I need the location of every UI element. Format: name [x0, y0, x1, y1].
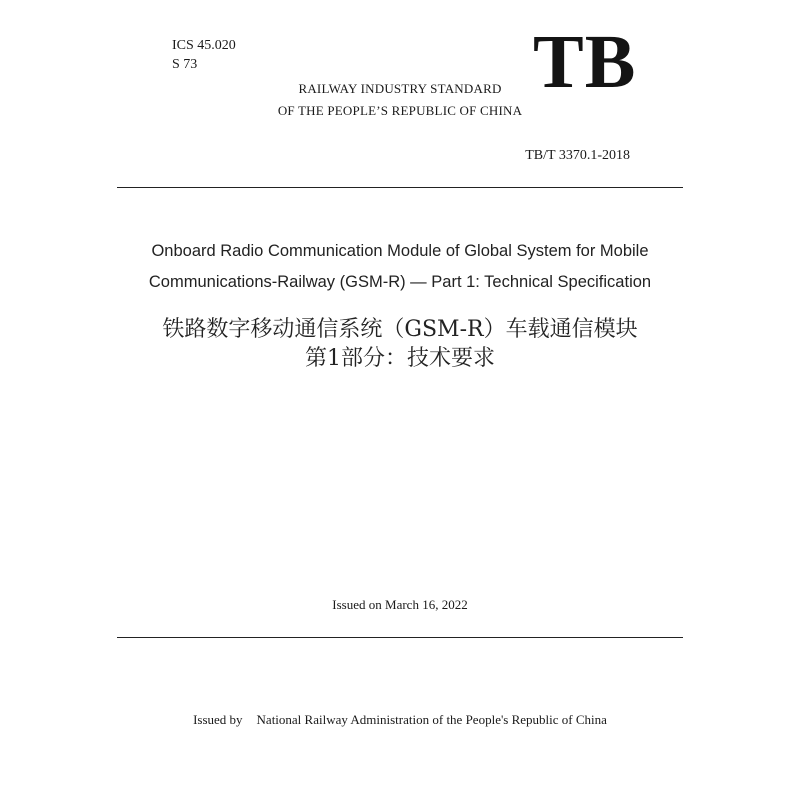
category-code: S 73: [172, 57, 198, 72]
english-title-line-2: Communications-Railway (GSM-R) — Part 1: Technical Specification: [148, 273, 652, 291]
issuer-line: [150, 711, 650, 729]
chinese-title-line-1: 铁路数字移动通信系统（GSM-R）车载通信模块: [162, 317, 638, 342]
issue-date: Issued on March 16, 2022: [332, 597, 468, 612]
issued-by-label: Issued by: [193, 712, 243, 727]
ics-code: ICS 45.020: [172, 38, 236, 53]
standard-type-line-1: RAILWAY INDUSTRY STANDARD: [298, 81, 502, 96]
standard-number: TB/T 3370.1-2018: [525, 148, 630, 163]
standard-type-line-2: OF THE PEOPLE’S REPUBLIC OF CHINA: [277, 103, 523, 118]
bottom-divider: [117, 637, 683, 638]
chinese-title: [80, 315, 720, 373]
standard-type: [240, 78, 560, 122]
english-title-line-1: Onboard Radio Communication Module of Global System for Mobile: [151, 242, 649, 260]
tb-logo: TB: [533, 20, 637, 104]
classification-codes: [172, 36, 236, 74]
english-title: [100, 236, 700, 298]
issuer-name: National Railway Administration of the People's Republic of China: [256, 712, 607, 727]
top-divider: [117, 187, 683, 188]
chinese-title-line-2: 第1部分：技术要求: [305, 346, 495, 371]
